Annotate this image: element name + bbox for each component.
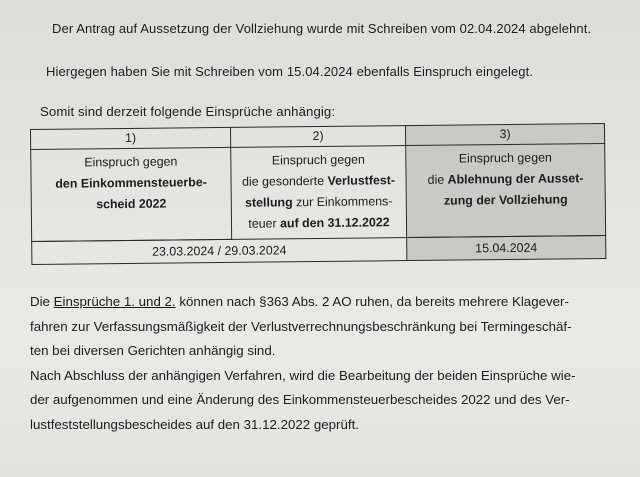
table-row-descriptions <box>31 143 606 241</box>
objection-3-description <box>406 143 606 237</box>
objection-2-line-2b: Verlustfest- <box>327 173 396 188</box>
objection-2-line-4a: teuer <box>248 216 281 231</box>
objection-2-line-3a: stellung <box>245 195 293 210</box>
objections-table <box>30 123 606 265</box>
objections-1-2-reference: Einsprüche 1. und 2. <box>53 294 176 309</box>
objection-1-number: 1) <box>31 127 231 149</box>
objection-3-line-3: zung der Vollziehung <box>443 192 568 208</box>
paragraph-row-1-start: Die <box>30 294 54 309</box>
objection-2-line-4b: auf den 31.12.2022 <box>280 215 390 231</box>
paragraph-row-1 <box>30 290 630 315</box>
paragraph-row-5: der aufgenommen und eine Änderung des Einkommensteuerbescheides 2022 und des Ver- <box>30 392 570 407</box>
objection-3-line-2b: Ablehnung der Ausset- <box>447 171 584 187</box>
objection-1-line-2: den Einkommensteuerbe- <box>55 175 207 191</box>
objection-2-number: 2) <box>230 126 405 148</box>
intro-line-pending: Somit sind derzeit folgende Einsprüche anhängig: <box>40 104 336 119</box>
paragraph-row-3: ten bei diversen Gerichten anhängig sind. <box>30 343 276 358</box>
objection-3-date: 15.04.2024 <box>407 235 606 260</box>
objection-3-line-2a: die <box>427 172 448 187</box>
objection-2-line-2a: die gesonderte <box>242 173 328 189</box>
objection-1-line-3: scheid 2022 <box>96 196 167 212</box>
objection-1-2-dates: 23.03.2024 / 29.03.2024 <box>32 238 407 265</box>
objection-3-line-1: Einspruch gegen <box>458 150 552 166</box>
objection-2-line-3b: zur Einkommens- <box>292 194 393 210</box>
paragraph-row-4: Nach Abschluss der anhängigen Verfahren, wird die Bearbeitung der beiden Einsprüche wie- <box>30 367 576 383</box>
paragraph-row-1-end: können nach §363 Abs. 2 AO ruhen, da bereits mehrere Klagever- <box>175 294 569 309</box>
intro-line-rejection: Der Antrag auf Aussetzung der Vollziehung wurde mit Schreiben vom 02.04.2024 abgelehnt. <box>52 21 592 36</box>
objection-2-line-1: Einspruch gegen <box>271 152 365 168</box>
explanation-paragraph <box>30 290 630 437</box>
objection-3-number: 3) <box>405 123 604 145</box>
paragraph-row-2: fahren zur Verfassungsmäßigkeit der Verlustverrechnungsbeschränkung bei Termingeschäf- <box>30 318 572 334</box>
objection-2-description <box>231 146 407 240</box>
objection-1-line-1: Einspruch gegen <box>84 154 178 170</box>
objection-1-description <box>31 147 232 241</box>
table-row-dates <box>32 235 606 264</box>
intro-line-objection: Hiergegen haben Sie mit Schreiben vom 15.04.2024 ebenfalls Einspruch eingelegt. <box>46 64 534 79</box>
paragraph-row-6: lustfeststellungsbescheides auf den 31.12.2022 geprüft. <box>30 416 359 432</box>
